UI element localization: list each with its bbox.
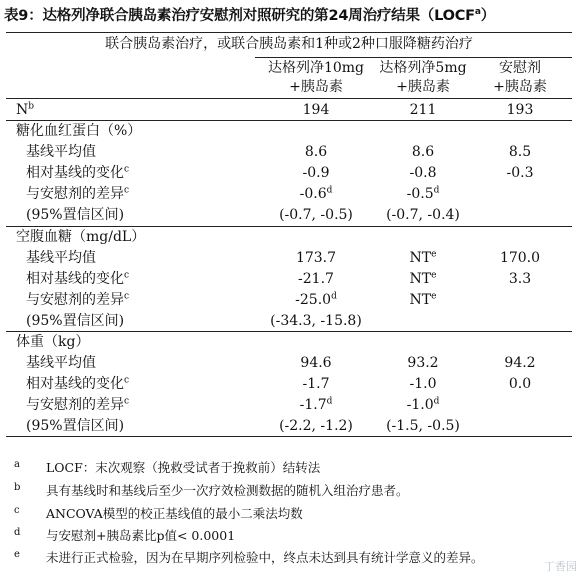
table-cell <box>465 165 575 182</box>
n-label-text: N <box>16 102 29 118</box>
table-cell <box>261 418 371 435</box>
section-title: 体重（kg） <box>16 334 90 350</box>
cell-value: 3.3 <box>508 271 532 287</box>
row-label-text: 相对基线的变化 <box>26 165 124 181</box>
header-span: 联合胰岛素治疗，或联合胰岛素和1种或2种口服降糖药治疗 <box>105 36 473 52</box>
table-cell <box>261 355 371 372</box>
column-header-line1: 安慰剂 <box>499 60 541 76</box>
table-cell <box>368 418 478 435</box>
cell-value: (-0.7, -0.4) <box>386 207 460 223</box>
section-rule-2 <box>6 331 572 332</box>
footnote-mark: a <box>14 459 20 470</box>
table-cell <box>261 271 371 288</box>
table-title: 表9：达格列净联合胰岛素治疗安慰剂对照研究的第24周治疗结果（LOCF$^a$） <box>4 7 496 24</box>
footnote-text: 具有基线时和基线后至少一次疗效检测数据的随机入组治疗患者。 <box>46 483 409 498</box>
footnote-text: ANCOVA模型的校正基线值的最小二乘法均数 <box>46 506 303 521</box>
section-rule-1 <box>6 226 572 227</box>
cell-sup: d <box>433 185 440 196</box>
table-cell <box>465 355 575 372</box>
table-cell <box>368 376 478 393</box>
cell-sup: e <box>431 291 437 302</box>
row-label-sup: c <box>124 375 130 386</box>
table-cell <box>261 207 371 224</box>
column-header-line2: +胰岛素 <box>396 79 450 95</box>
table-cell <box>261 292 371 309</box>
row-label <box>26 144 96 161</box>
row-label <box>26 376 129 393</box>
footnote-mark: b <box>14 482 21 493</box>
row-label-text: 与安慰剂的差异 <box>26 186 124 202</box>
column-header-line1: 达格列净5mg <box>379 60 467 76</box>
n-row-rule <box>6 120 572 121</box>
bottom-rule <box>6 436 572 437</box>
n-value: 211 <box>409 102 437 118</box>
row-label-text: 相对基线的变化 <box>26 271 124 287</box>
row-label <box>26 292 129 309</box>
table-cell <box>368 250 478 267</box>
cell-value: 94.6 <box>300 355 332 371</box>
row-label <box>26 397 129 414</box>
table-cell <box>465 271 575 288</box>
row-label-text: (95%置信区间) <box>26 418 125 434</box>
cell-value: (-2.2, -1.2) <box>279 418 353 434</box>
row-label-text: (95%置信区间) <box>26 207 125 223</box>
column-header-line1: 达格列净10mg <box>267 60 365 76</box>
table-cell <box>368 207 478 224</box>
column-header-line2: +胰岛素 <box>289 79 343 95</box>
n-value: 194 <box>302 102 330 118</box>
cell-value: 0.0 <box>508 376 532 392</box>
row-label-sup: c <box>124 270 130 281</box>
section-title: 空腹血糖（mg/dL） <box>16 229 146 245</box>
cell-value: -0.9 <box>302 165 330 181</box>
table-cell <box>368 144 478 161</box>
cell-value: 170.0 <box>499 250 541 266</box>
n-row-label <box>16 102 34 119</box>
table-cell <box>368 186 478 203</box>
footnote-text: LOCF：末次观察（挽救受试者于挽救前）结转法 <box>46 460 321 475</box>
n-label-sup: b <box>28 101 35 112</box>
cell-value: 93.2 <box>407 355 439 371</box>
cell-value: -1.7 <box>299 397 327 413</box>
cell-value: NT <box>409 271 432 287</box>
table-cell <box>368 397 478 414</box>
table-cell <box>368 355 478 372</box>
column-header-line2: +胰岛素 <box>493 79 547 95</box>
footnote-text: 与安慰剂+胰岛素比p值< 0.0001 <box>46 528 236 543</box>
table-cell <box>368 271 478 288</box>
cell-value: 94.2 <box>504 355 536 371</box>
cell-sup: d <box>331 291 337 302</box>
footnote-mark: e <box>14 549 20 560</box>
table-cell <box>368 292 478 309</box>
row-label-sup: c <box>124 185 130 196</box>
cell-value: -0.6 <box>299 186 327 202</box>
row-label-text: (95%置信区间) <box>26 313 125 329</box>
row-label-text: 相对基线的变化 <box>26 376 124 392</box>
table-cell <box>261 397 371 414</box>
cell-sup: d <box>326 185 333 196</box>
table-cell <box>261 313 371 330</box>
row-label-sup: c <box>124 396 130 407</box>
cell-sup: e <box>431 249 437 260</box>
watermark: 丁香园 <box>544 560 577 573</box>
row-label-sup: c <box>124 164 130 175</box>
section-title: 糖化血红蛋白（%） <box>16 123 142 139</box>
table-cell <box>368 165 478 182</box>
row-label-text: 基线平均值 <box>26 355 96 371</box>
cell-value: -1.0 <box>409 376 437 392</box>
header-bottom-rule <box>6 98 572 99</box>
row-label-text: 基线平均值 <box>26 144 96 160</box>
top-rule <box>6 32 572 33</box>
table-cell <box>261 250 371 267</box>
cell-value: -1.7 <box>302 376 330 392</box>
row-label <box>26 355 96 372</box>
cell-value: (-0.7, -0.5) <box>279 207 353 223</box>
row-label-text: 与安慰剂的差异 <box>26 292 124 308</box>
row-label <box>26 250 96 267</box>
table-cell <box>261 376 371 393</box>
table-cell <box>261 144 371 161</box>
cell-value: -0.3 <box>506 165 534 181</box>
cell-value: 173.7 <box>295 250 337 266</box>
row-label <box>26 418 124 435</box>
table-cell <box>465 376 575 393</box>
cell-sup: e <box>431 270 437 281</box>
cell-value: NT <box>409 292 432 308</box>
header-subrule <box>255 57 572 58</box>
footnote-text: 未进行正式检验，因为在早期序列检验中，终点未达到具有统计学意义的差异。 <box>46 550 484 565</box>
cell-value: (-34.3, -15.8) <box>270 313 362 329</box>
cell-value: 8.6 <box>304 144 328 160</box>
cell-value: -25.0 <box>295 292 332 308</box>
cell-value: 8.6 <box>411 144 435 160</box>
cell-value: 8.5 <box>508 144 532 160</box>
table-cell <box>465 144 575 161</box>
cell-value: -0.8 <box>409 165 437 181</box>
row-label-text: 基线平均值 <box>26 250 96 266</box>
cell-sup: d <box>433 396 440 407</box>
cell-value: -1.0 <box>406 397 434 413</box>
n-value: 193 <box>506 102 534 118</box>
footnote-mark: d <box>14 527 21 538</box>
table-cell <box>465 250 575 267</box>
row-label <box>26 271 129 288</box>
footnote-mark: c <box>14 505 20 516</box>
cell-value: -21.7 <box>298 271 334 287</box>
row-label <box>26 186 129 203</box>
cell-value: NT <box>409 250 432 266</box>
cell-sup: d <box>326 396 333 407</box>
row-label-text: 与安慰剂的差异 <box>26 397 124 413</box>
table-cell <box>261 165 371 182</box>
cell-value: -0.5 <box>406 186 434 202</box>
row-label <box>26 165 129 182</box>
row-label <box>26 207 124 224</box>
row-label-sup: c <box>124 291 130 302</box>
cell-value: (-1.5, -0.5) <box>386 418 460 434</box>
row-label <box>26 313 124 330</box>
table-cell <box>261 186 371 203</box>
